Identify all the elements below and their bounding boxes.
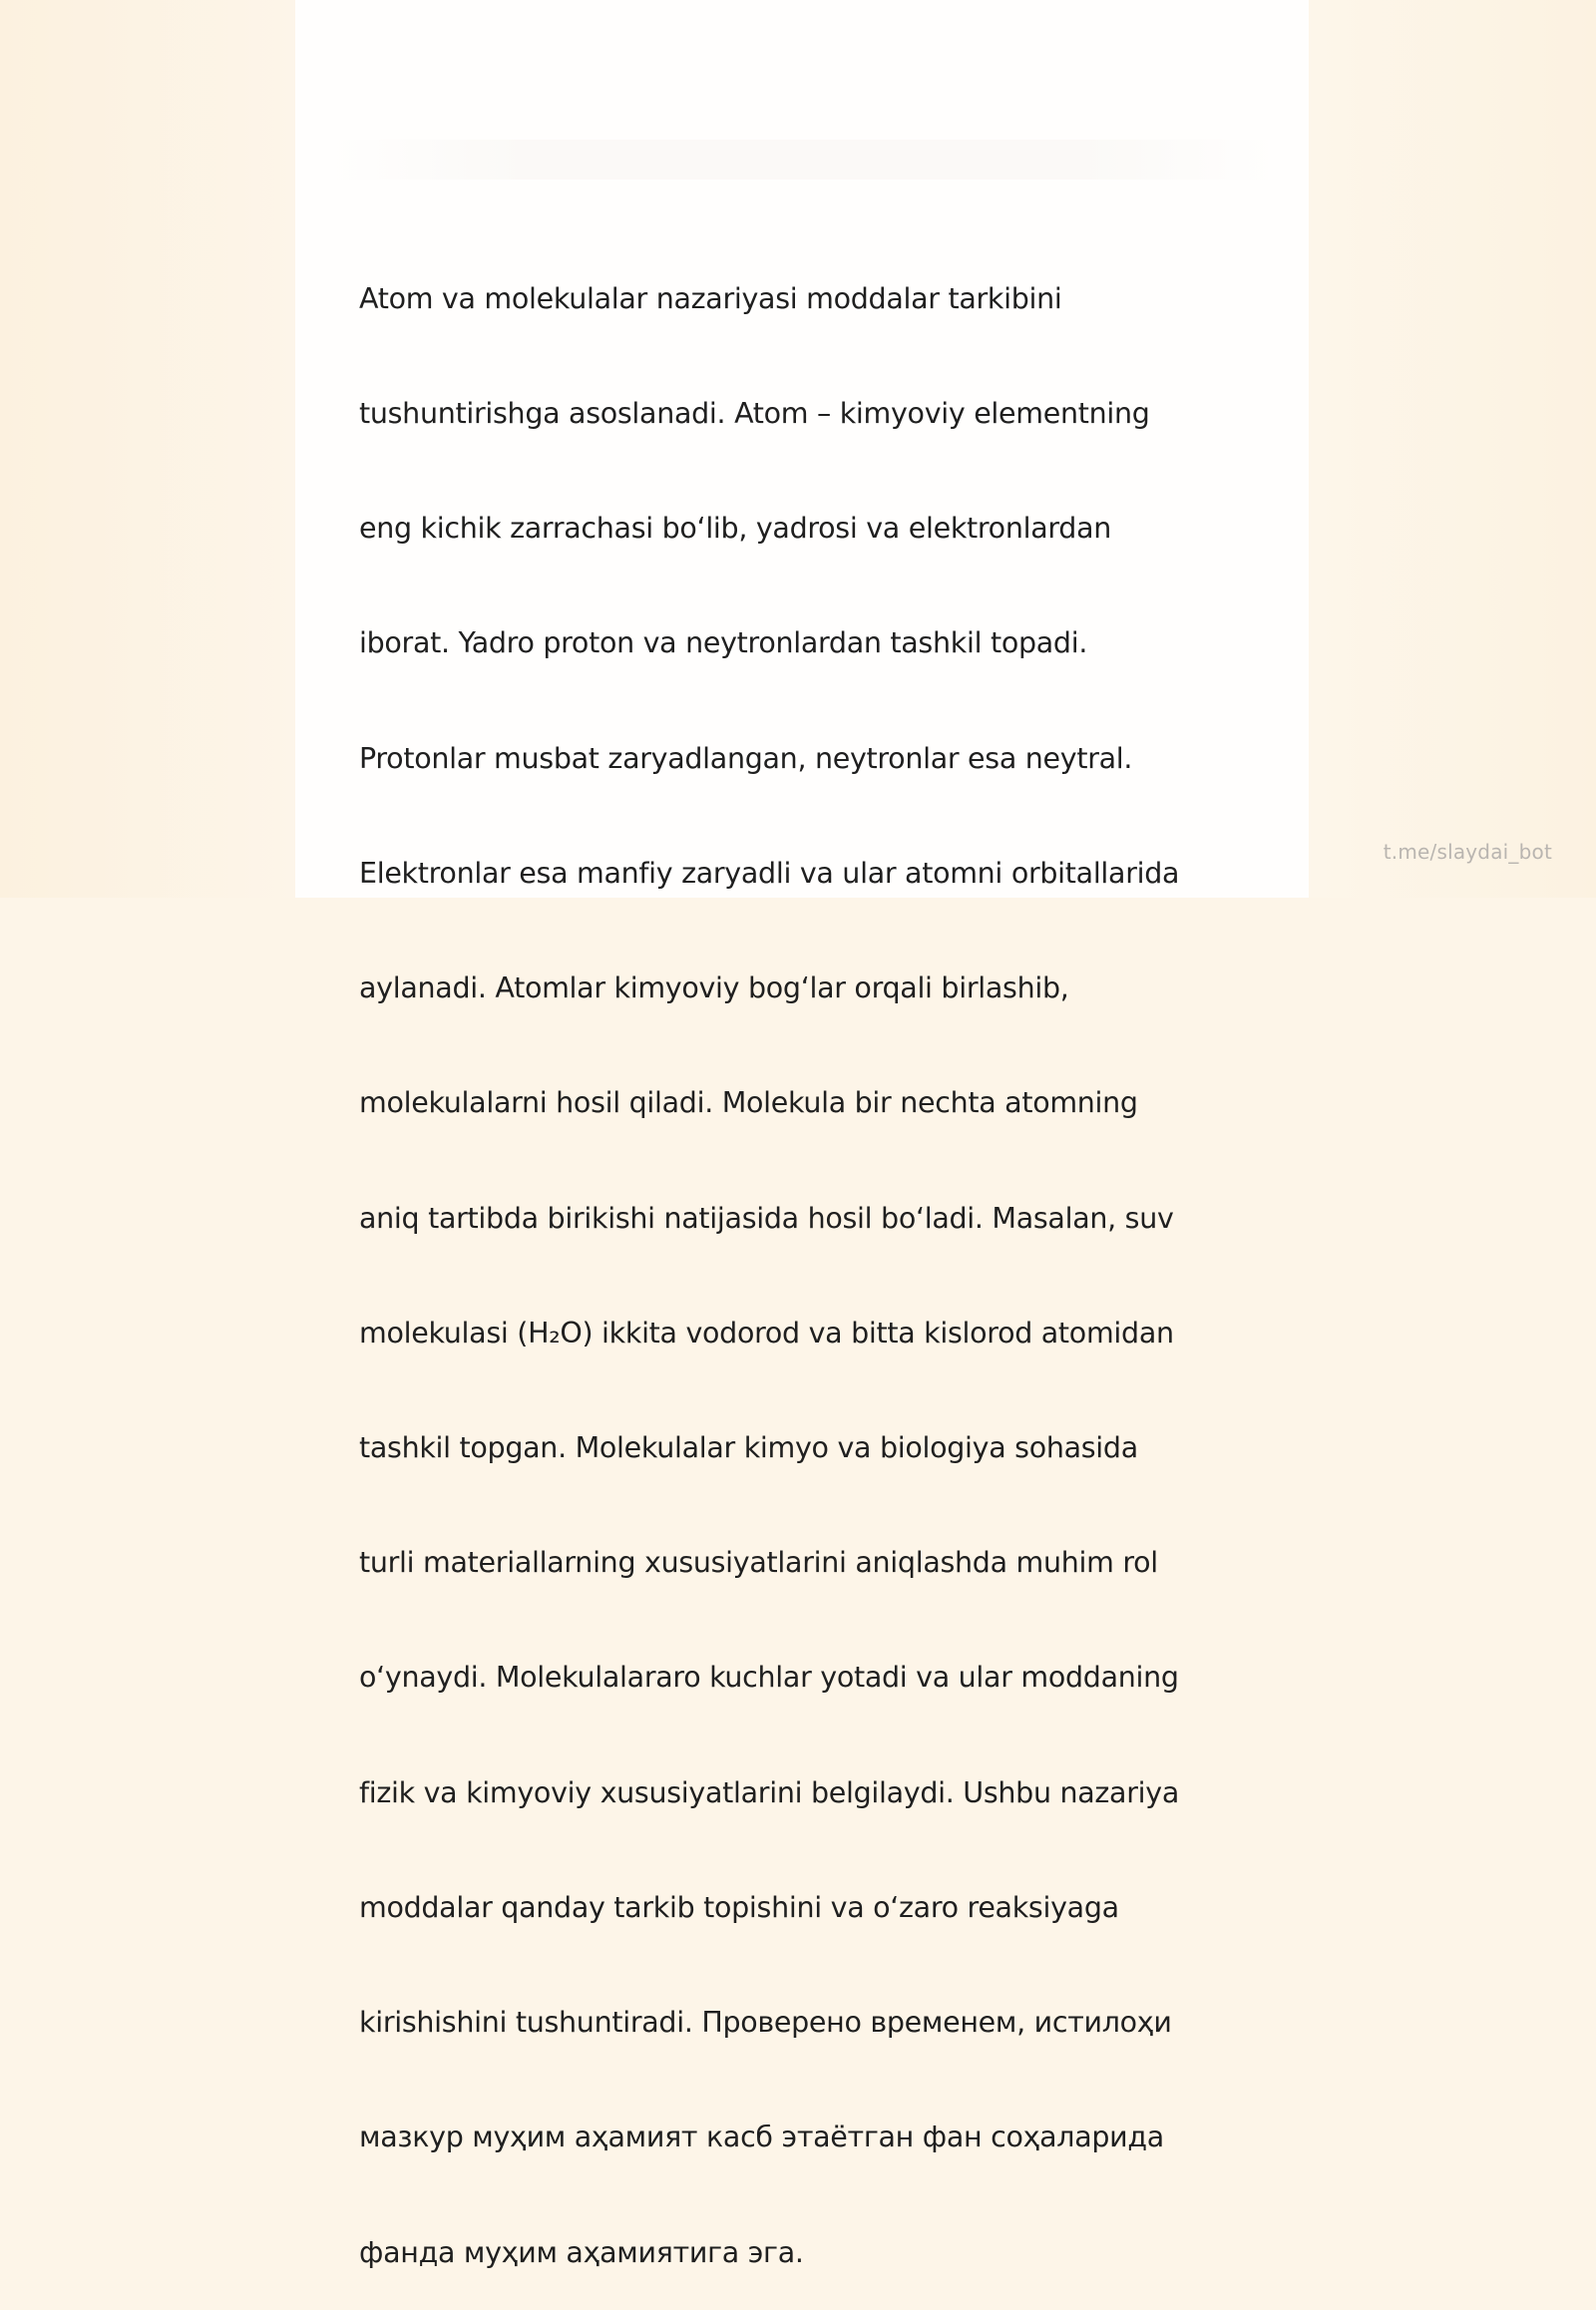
body-line: kirishishini tushuntiradi. Проверено временем, истилоҳи: [359, 2006, 1172, 2040]
body-line: tashkil topgan. Molekulalar kimyo va biologiya sohasida: [359, 1431, 1138, 1464]
left-background-strip: [0, 0, 295, 898]
body-line: Protonlar musbat zaryadlangan, neytronlar esa neytral.: [359, 741, 1133, 775]
body-line: Elektronlar esa manfiy zaryadli va ular atomni orbitallarida: [359, 856, 1180, 890]
body-line: iborat. Yadro proton va neytronlardan tashkil topadi.: [359, 626, 1088, 660]
slide-body-text: [359, 203, 1257, 2310]
body-line: fizik va kimyoviy xususiyatlarini belgilaydi. Ushbu nazariya: [359, 1775, 1179, 1809]
body-line: aniq tartibda birikishi natijasida hosil bo‘ladi. Masalan, suv: [359, 1201, 1174, 1235]
body-line: o‘ynaydi. Molekulalararo kuchlar yotadi va ular moddaning: [359, 1661, 1179, 1695]
faded-title-area: [329, 140, 1277, 180]
body-line: фанда муҳим аҳамиятига эга.: [359, 2235, 804, 2269]
body-line: tushuntirishga asoslanadi. Atom – kimyoviy elementning: [359, 397, 1150, 431]
body-line: molekulalarni hosil qiladi. Molekula bir nechta atomning: [359, 1086, 1138, 1120]
body-line: molekulasi (H₂O) ikkita vodorod va bitta kislorod atomidan: [359, 1316, 1174, 1349]
body-line: turli materiallarning xususiyatlarini aniqlashda muhim rol: [359, 1546, 1158, 1580]
watermark-text: t.me/slaydai_bot: [1383, 840, 1552, 864]
body-line: eng kichik zarrachasi bo‘lib, yadrosi va elektronlardan: [359, 512, 1112, 546]
body-line: aylanadi. Atomlar kimyoviy bog‘lar orqali birlashib,: [359, 971, 1069, 1005]
body-line: мазкур муҳим аҳамият касб этаётган фан соҳаларида: [359, 2120, 1164, 2154]
body-line: moddalar qanday tarkib topishini va o‘zaro reaksiyaga: [359, 1890, 1119, 1924]
body-line: Atom va molekulalar nazariyasi moddalar tarkibini: [359, 281, 1062, 315]
right-background-strip: [1309, 0, 1596, 898]
